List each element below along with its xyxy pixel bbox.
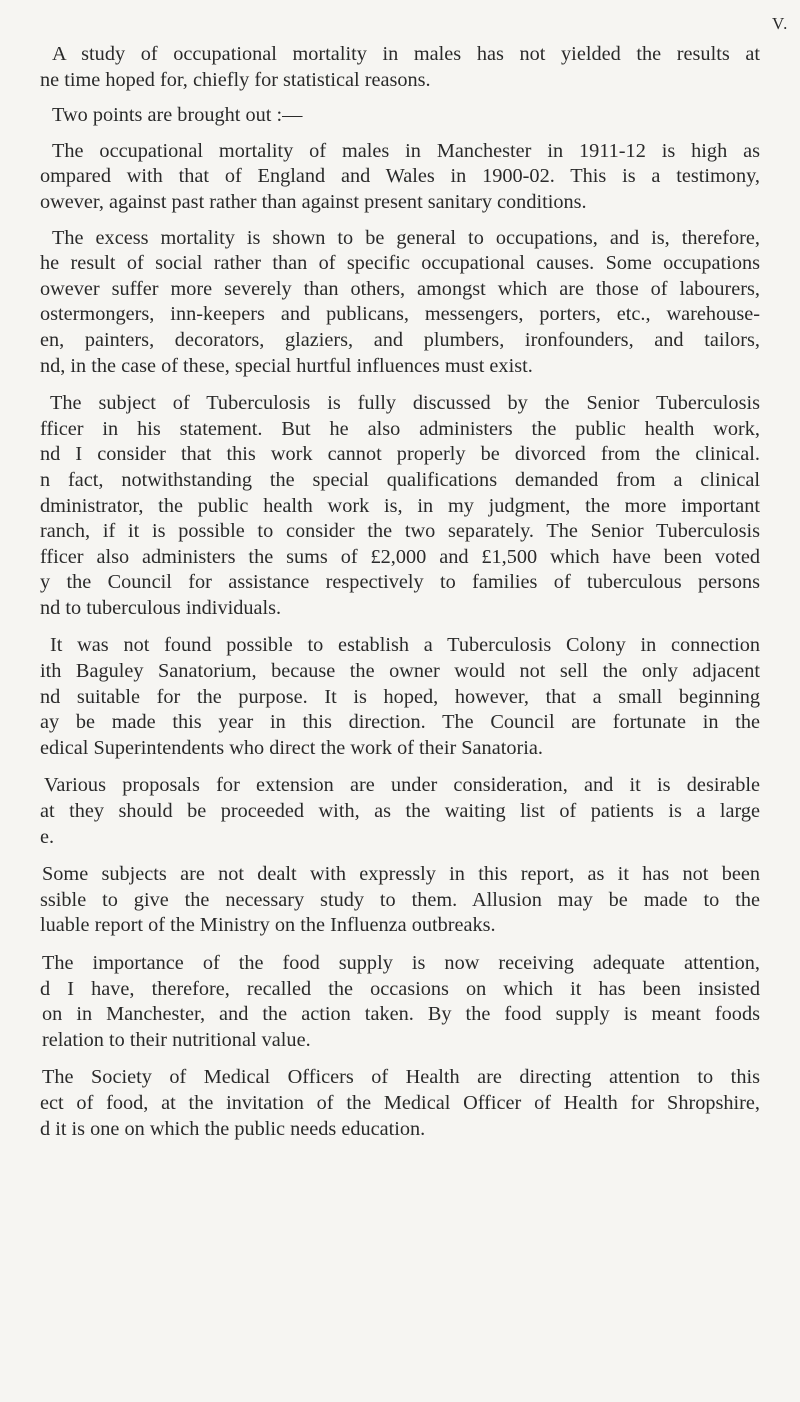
text-line: A study of occupational mortality in males has not yielded the results at — [52, 43, 760, 65]
text-line: y the Council for assistance respectively to families of tuberculous persons — [40, 571, 760, 594]
paragraph — [0, 951, 760, 1053]
text-line: ith Baguley Sanatorium, because the owner would not sell the only adjacent — [40, 660, 760, 683]
text-line: fficer in his statement. But he also administers the public health work, — [40, 417, 760, 440]
text-line: ostermongers, inn-keepers and publicans, messengers, porters, etc., warehouse- — [40, 303, 760, 326]
text-line: The excess mortality is shown to be general to occupations, and is, therefore, — [52, 226, 760, 249]
text-line: d I have, therefore, recalled the occasions on which it has been insisted — [40, 977, 760, 1000]
text-line: nd, in the case of these, special hurtful influences must exist. — [40, 354, 533, 377]
text-line: ay be made this year in this direction. The Council are fortunate in the — [40, 711, 760, 734]
text-line: The occupational mortality of males in Manchester in 1911-12 is high as — [52, 139, 760, 162]
text-line: Two points are brought out :— — [52, 104, 303, 127]
text-line: It was not found possible to establish a Tuberculosis Colony in connection — [50, 634, 760, 657]
text-line: he result of social rather than of specific occupational causes. Some occupations — [40, 252, 760, 275]
text-line: at they should be proceeded with, as the waiting list of patients is a large — [40, 800, 760, 823]
paragraph — [0, 226, 760, 380]
text-line: Some subjects are not dealt with expressly in this report, as it has not been — [42, 863, 760, 886]
page-number: V. — [772, 14, 789, 33]
text-line: luable report of the Ministry on the Influenza outbreaks. — [40, 914, 496, 937]
text-line: owever suffer more severely than others, amongst which are those of labourers, — [40, 277, 760, 300]
text-line: The importance of the food supply is now receiving adequate attention, — [42, 952, 760, 974]
paragraph — [0, 633, 760, 761]
text-line: n fact, notwithstanding the special qualifications demanded from a clinical — [40, 468, 760, 491]
text-line: ect of food, at the invitation of the Medical Officer of Health for Shropshire, — [40, 1091, 760, 1114]
paragraph — [0, 103, 760, 129]
text-line: The subject of Tuberculosis is fully discussed by the Senior Tuberculosis — [50, 392, 760, 415]
text-line: ranch, if it is possible to consider the two separately. The Senior Tuberculosis — [40, 520, 760, 543]
text-line: nd to tuberculous individuals. — [40, 596, 282, 619]
text-line: d it is one on which the public needs education. — [40, 1117, 426, 1140]
text-line: ompared with that of England and Wales in 1900-02. This is a testimony, — [40, 165, 760, 188]
text-line: nd I consider that this work cannot properly be divorced from the clinical. — [40, 443, 760, 466]
text-line: fficer also administers the sums of £2,000 and £1,500 which have been voted — [40, 545, 760, 568]
text-line: Various proposals for extension are under consideration, and it is desirable — [44, 774, 760, 797]
paragraph — [0, 862, 760, 939]
text-line: owever, against past rather than against present sanitary conditions. — [40, 190, 587, 213]
text-line: e. — [40, 825, 55, 848]
text-line: The Society of Medical Officers of Health are directing attention to this — [42, 1066, 760, 1089]
paragraph — [0, 42, 760, 93]
paragraph — [0, 391, 760, 621]
paragraph — [0, 773, 760, 850]
text-line: relation to their nutritional value. — [42, 1028, 311, 1051]
text-line: nd suitable for the purpose. It is hoped, however, that a small beginning — [40, 685, 760, 708]
text-line: dministrator, the public health work is, in my judgment, the more important — [40, 494, 760, 517]
text-line: ssible to give the necessary study to them. Allusion may be made to the — [40, 888, 760, 911]
text-line: en, painters, decorators, glaziers, and plumbers, ironfounders, and tailors, — [40, 328, 760, 351]
text-line: on in Manchester, and the action taken. By the food supply is meant foods — [42, 1003, 760, 1026]
paragraph — [0, 1065, 760, 1142]
text-line: ne time hoped for, chiefly for statistical reasons. — [40, 68, 431, 91]
paragraph — [0, 139, 760, 216]
text-line: edical Superintendents who direct the work of their Sanatoria. — [40, 736, 543, 759]
document-body — [0, 42, 760, 1142]
